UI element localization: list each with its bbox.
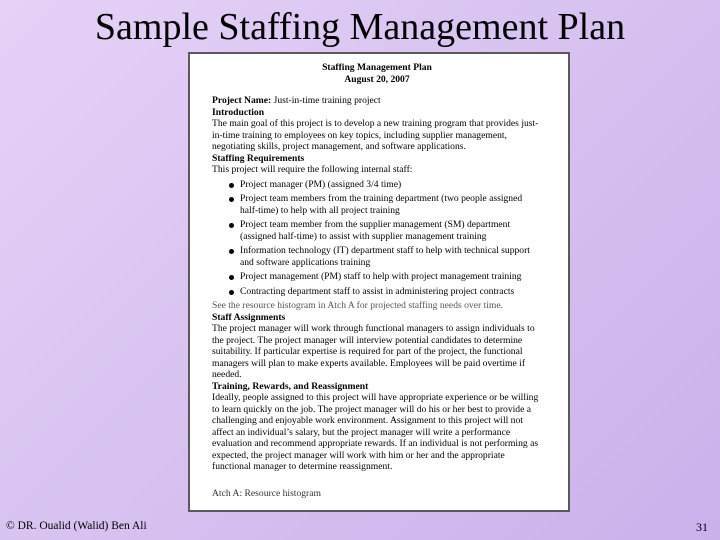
attachment-note: Atch A: Resource histogram — [212, 487, 321, 499]
staff-assignments-heading: Staff Assignments — [212, 311, 286, 323]
list-item-text: Project team member from the supplier management (SM) department (assigned half-time) to assist with supplier management training — [240, 219, 511, 242]
bullet-icon — [229, 223, 234, 228]
bullet-icon — [229, 275, 234, 280]
list-item — [212, 245, 542, 268]
project-name-value: Just-in-time training project — [271, 95, 381, 106]
training-heading: Training, Rewards, and Reassignment — [212, 380, 369, 392]
bullet-icon — [229, 290, 234, 295]
slide-title: Sample Staffing Management Plan — [94, 6, 626, 48]
list-item-text: Project team members from the training department (two people assigned half-time) to help with all project training — [240, 193, 523, 216]
staff-list — [212, 179, 542, 298]
list-item-text: Information technology (IT) department staff to help with technical support and software applications training — [240, 245, 530, 268]
bullet-icon — [229, 197, 234, 202]
list-item — [212, 193, 542, 216]
page-number: 31 — [696, 520, 708, 534]
training-text: Ideally, people assigned to this project will have appropriate experience or be willing to learn quickly on the job. The project manager will do his or her best to provide a challenging and enjoyable work environment. Assignment to this project will not affect an individual’s salary, but the project manager will write a performance evaluation and recommend appropriate rewards. If an individual is not performing as expected, the project manager will work with him or her and the appropriate functional manager to determine reassignment. — [212, 392, 539, 472]
list-item — [212, 179, 542, 191]
list-item — [212, 286, 542, 298]
introduction-text: The main goal of this project is to develop a new training program that provides just-in-time training to employees on key topics, including supplier management, negotiating skills, project management, and software applications. — [212, 118, 539, 152]
document-header — [212, 62, 542, 85]
staffing-requirements-intro: This project will require the following internal staff: — [212, 164, 413, 175]
staffing-plan-document — [188, 52, 570, 512]
list-item-text: Project manager (PM) (assigned 3/4 time) — [240, 178, 402, 190]
introduction-heading: Introduction — [212, 106, 265, 118]
document-heading: Staffing Management Plan — [322, 62, 432, 73]
copyright-footer: © DR. Oualid (Walid) Ben Ali — [6, 520, 147, 532]
project-name-line — [212, 95, 542, 107]
list-item-text: Contracting department staff to assist in administering project contracts — [240, 285, 515, 297]
document-date: August 20, 2007 — [344, 73, 410, 85]
bullet-icon — [229, 249, 234, 254]
list-item — [212, 219, 542, 242]
list-item-text: Project management (PM) staff to help with project management training — [240, 271, 522, 282]
histogram-note: See the resource histogram in Atch A for projected staffing needs over time. — [212, 300, 504, 311]
staffing-requirements-heading: Staffing Requirements — [212, 152, 305, 164]
project-name-label: Project Name: — [212, 95, 272, 106]
list-item — [212, 271, 542, 283]
bullet-icon — [229, 183, 234, 188]
staff-assignments-text: The project manager will work through functional managers to assign individuals to the project. The project manager will interview potential candidates to determine suitability. If particular expertise is required for part of the project, the functional managers will plan to make experts available. Employees will be paid overtime if needed. — [212, 323, 535, 380]
